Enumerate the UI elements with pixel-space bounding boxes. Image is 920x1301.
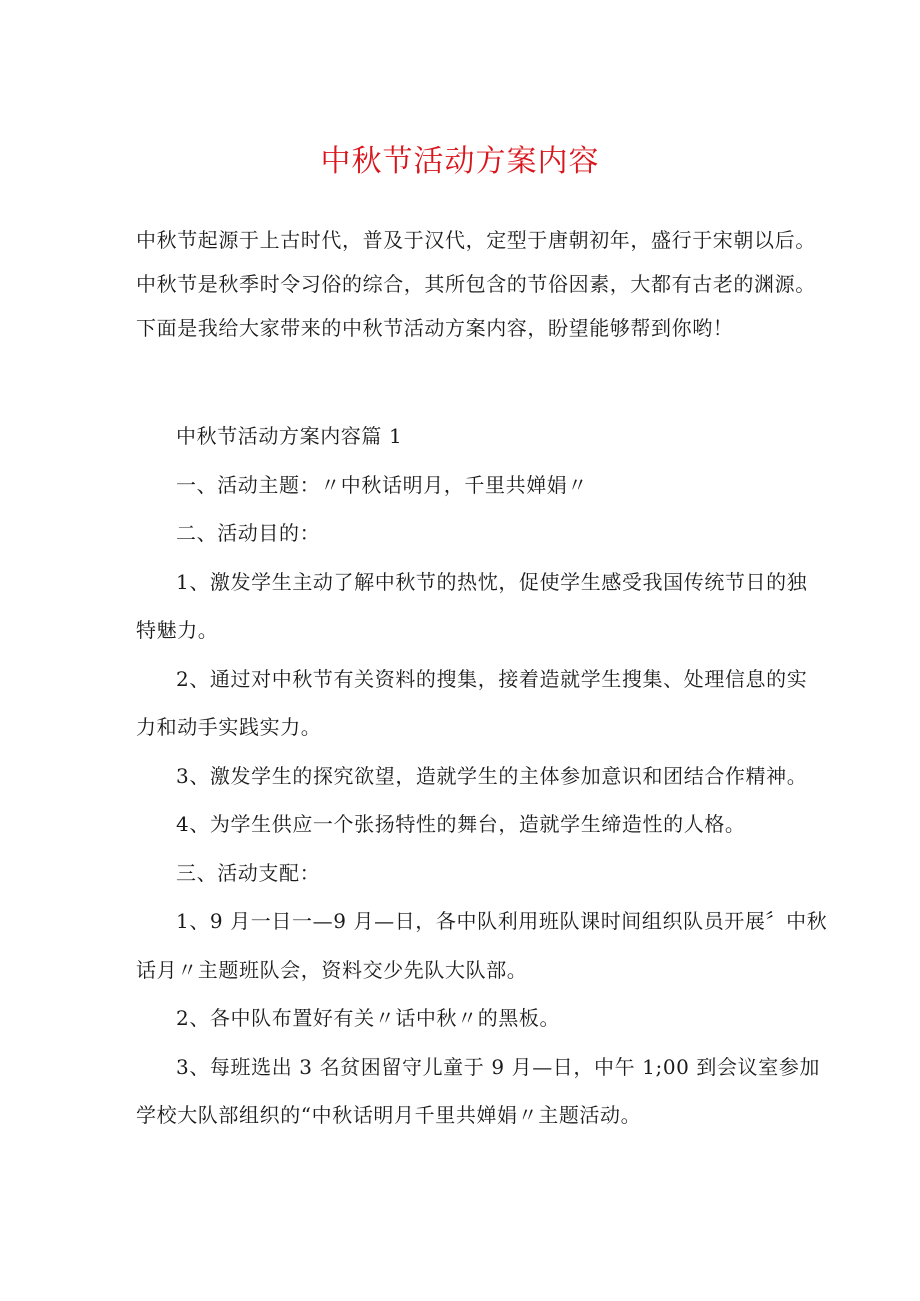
arrangement-item-continued: 话月〃主题班队会，资料交少先队大队部。	[136, 957, 528, 982]
arrangement-item: 2、各中队布置好有关〃话中秋〃的黑板。	[176, 1006, 561, 1030]
activity-theme: 一、活动主题：〃中秋话明月，千里共婵娟〃	[176, 472, 588, 497]
goal-item: 3、激发学生的探究欲望，造就学生的主体参加意识和团结合作精神。	[176, 763, 808, 788]
intro-line: 下面是我给大家带来的中秋节活动方案内容，盼望能够帮到你哟！	[136, 316, 734, 340]
intro-paragraph	[136, 218, 816, 350]
section-heading: 二、活动目的：	[176, 521, 321, 545]
arrangement-item: 1、9 月一日一—9 月—日，各中队利用班队课时间组织队员开展〞中秋	[176, 909, 828, 933]
goal-item: 1、激发学生主动了解中秋节的热忱，促使学生感受我国传统节日的独	[176, 569, 808, 594]
goal-item-continued: 特魅力。	[136, 618, 219, 642]
arrangement-item: 3、每班选出 3 名贫困留守儿童于 9 月—日，中午 1;00 到会议室参加	[176, 1054, 821, 1079]
intro-line: 中秋节是秋季时令习俗的综合，其所包含的节俗因素，大都有古老的渊源。	[136, 272, 816, 296]
section-heading: 中秋节活动方案内容篇 1	[176, 424, 403, 448]
goal-item: 2、通过对中秋节有关资料的搜集，接着造就学生搜集、处理信息的实	[176, 666, 808, 691]
section-heading: 三、活动支配：	[176, 860, 321, 885]
document-title: 中秋节活动方案内容	[320, 144, 600, 179]
goal-item: 4、为学生供应一个张扬特性的舞台，造就学生缔造性的人格。	[176, 812, 746, 836]
document-body	[136, 412, 828, 1140]
intro-line: 中秋节起源于上古时代，普及于汉代，定型于唐朝初年，盛行于宋朝以后。	[136, 228, 816, 252]
arrangement-item-continued: 学校大队部组织的“中秋话明月千里共婵娟〃主题活动。	[136, 1103, 642, 1127]
goal-item-continued: 力和动手实践实力。	[136, 715, 322, 739]
